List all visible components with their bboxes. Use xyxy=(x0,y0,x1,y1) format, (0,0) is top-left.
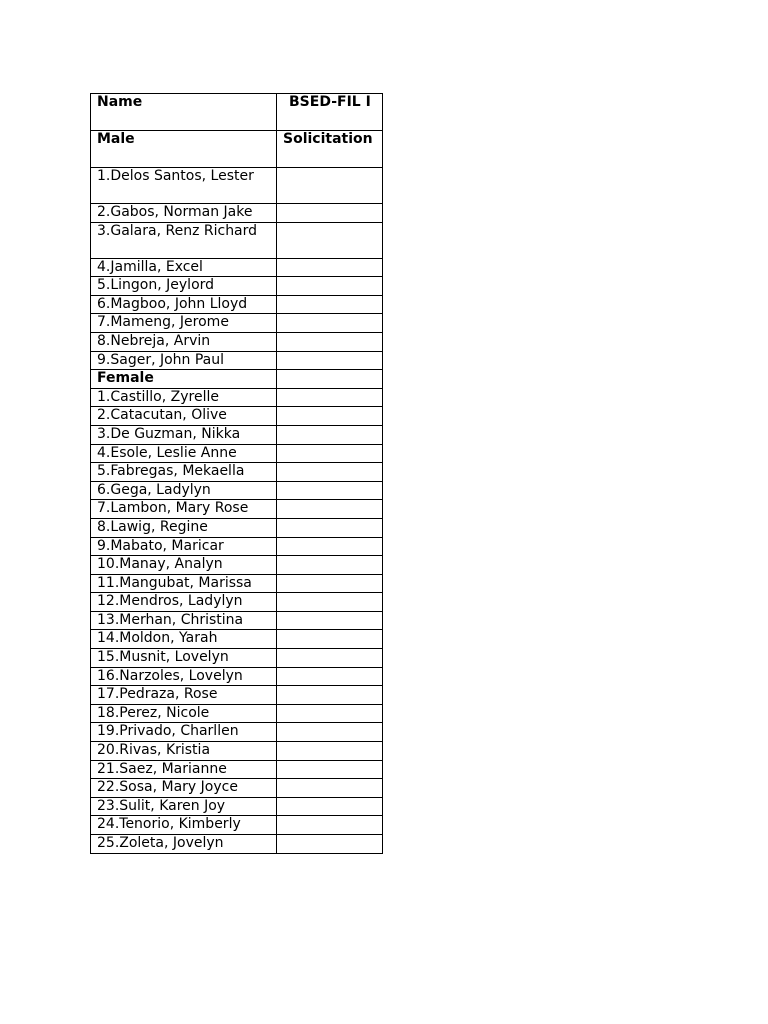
solicitation-cell xyxy=(277,407,383,426)
student-name: 23.Sulit, Karen Joy xyxy=(91,797,277,816)
student-name: 14.Moldon, Yarah xyxy=(91,630,277,649)
male-student-row xyxy=(91,332,383,351)
solicitation-cell xyxy=(277,723,383,742)
solicitation-cell xyxy=(277,667,383,686)
student-name: 17.Pedraza, Rose xyxy=(91,686,277,705)
subheader-row xyxy=(91,131,383,168)
female-student-row xyxy=(91,518,383,537)
student-name: 3.Galara, Renz Richard xyxy=(91,222,277,258)
male-student-row xyxy=(91,168,383,204)
male-student-row xyxy=(91,222,383,258)
solicitation-cell xyxy=(277,332,383,351)
student-name: 20.Rivas, Kristia xyxy=(91,742,277,761)
female-student-row xyxy=(91,630,383,649)
female-student-row xyxy=(91,816,383,835)
solicitation-cell xyxy=(277,204,383,223)
solicitation-cell xyxy=(277,686,383,705)
female-student-row xyxy=(91,760,383,779)
student-name: 9.Mabato, Maricar xyxy=(91,537,277,556)
male-student-row xyxy=(91,314,383,333)
female-student-row xyxy=(91,500,383,519)
female-student-row xyxy=(91,723,383,742)
section-column-header-text: BSED-FIL I xyxy=(289,94,371,110)
male-student-row xyxy=(91,277,383,296)
section-column-header xyxy=(277,94,383,131)
student-name: 3.De Guzman, Nikka xyxy=(91,425,277,444)
student-name: 2.Gabos, Norman Jake xyxy=(91,204,277,223)
solicitation-cell xyxy=(277,760,383,779)
female-student-row xyxy=(91,388,383,407)
solicitation-cell xyxy=(277,258,383,277)
female-student-row xyxy=(91,649,383,668)
student-name: 16.Narzoles, Lovelyn xyxy=(91,667,277,686)
female-student-row xyxy=(91,779,383,798)
solicitation-cell xyxy=(277,593,383,612)
female-student-row xyxy=(91,444,383,463)
solicitation-cell xyxy=(277,704,383,723)
header-row xyxy=(91,94,383,131)
female-group-row xyxy=(91,370,383,389)
solicitation-cell xyxy=(277,314,383,333)
student-name: 10.Manay, Analyn xyxy=(91,556,277,575)
student-name: 4.Jamilla, Excel xyxy=(91,258,277,277)
solicitation-cell xyxy=(277,649,383,668)
student-name: 2.Catacutan, Olive xyxy=(91,407,277,426)
female-student-row xyxy=(91,611,383,630)
student-name: 8.Lawig, Regine xyxy=(91,518,277,537)
student-name: 6.Magboo, John Lloyd xyxy=(91,295,277,314)
solicitation-cell xyxy=(277,574,383,593)
solicitation-cell xyxy=(277,481,383,500)
solicitation-cell xyxy=(277,611,383,630)
female-student-row xyxy=(91,742,383,761)
student-name: 9.Sager, John Paul xyxy=(91,351,277,370)
female-student-row xyxy=(91,407,383,426)
solicitation-cell xyxy=(277,222,383,258)
female-student-row xyxy=(91,835,383,854)
female-student-row xyxy=(91,425,383,444)
female-student-row xyxy=(91,686,383,705)
male-group-label: Male xyxy=(91,131,277,168)
solicitation-cell xyxy=(277,463,383,482)
female-student-row xyxy=(91,704,383,723)
solicitation-cell xyxy=(277,556,383,575)
student-name: 8.Nebreja, Arvin xyxy=(91,332,277,351)
solicitation-cell xyxy=(277,835,383,854)
student-name: 7.Lambon, Mary Rose xyxy=(91,500,277,519)
student-name: 5.Fabregas, Mekaella xyxy=(91,463,277,482)
student-name: 4.Esole, Leslie Anne xyxy=(91,444,277,463)
student-name: 7.Mameng, Jerome xyxy=(91,314,277,333)
solicitation-cell xyxy=(277,797,383,816)
solicitation-cell xyxy=(277,351,383,370)
roster-table xyxy=(90,93,383,854)
student-name: 25.Zoleta, Jovelyn xyxy=(91,835,277,854)
student-name: 1.Delos Santos, Lester xyxy=(91,168,277,204)
solicitation-cell xyxy=(277,425,383,444)
student-name: 1.Castillo, Zyrelle xyxy=(91,388,277,407)
student-name: 12.Mendros, Ladylyn xyxy=(91,593,277,612)
male-student-row xyxy=(91,204,383,223)
solicitation-cell xyxy=(277,168,383,204)
student-name: 13.Merhan, Christina xyxy=(91,611,277,630)
student-name: 18.Perez, Nicole xyxy=(91,704,277,723)
student-name: 6.Gega, Ladylyn xyxy=(91,481,277,500)
female-student-row xyxy=(91,593,383,612)
female-group-label: Female xyxy=(91,370,277,389)
male-student-row xyxy=(91,258,383,277)
solicitation-cell xyxy=(277,537,383,556)
solicitation-cell xyxy=(277,277,383,296)
solicitation-cell xyxy=(277,500,383,519)
female-student-row xyxy=(91,481,383,500)
solicitation-cell xyxy=(277,444,383,463)
solicitation-cell xyxy=(277,370,383,389)
male-student-row xyxy=(91,351,383,370)
student-name: 15.Musnit, Lovelyn xyxy=(91,649,277,668)
solicitation-cell xyxy=(277,295,383,314)
solicitation-cell xyxy=(277,779,383,798)
student-name: 22.Sosa, Mary Joyce xyxy=(91,779,277,798)
female-student-row xyxy=(91,537,383,556)
solicitation-cell xyxy=(277,630,383,649)
female-student-row xyxy=(91,556,383,575)
solicitation-cell xyxy=(277,742,383,761)
student-name: 21.Saez, Marianne xyxy=(91,760,277,779)
female-student-row xyxy=(91,797,383,816)
female-student-row xyxy=(91,574,383,593)
male-student-row xyxy=(91,295,383,314)
student-name: 5.Lingon, Jeylord xyxy=(91,277,277,296)
solicitation-cell xyxy=(277,816,383,835)
name-column-header: Name xyxy=(91,94,277,131)
female-student-row xyxy=(91,667,383,686)
student-name: 24.Tenorio, Kimberly xyxy=(91,816,277,835)
student-name: 11.Mangubat, Marissa xyxy=(91,574,277,593)
student-name: 19.Privado, Charllen xyxy=(91,723,277,742)
roster-table-body xyxy=(91,94,383,854)
solicitation-cell xyxy=(277,518,383,537)
solicitation-cell xyxy=(277,388,383,407)
solicitation-column-header: Solicitation xyxy=(277,131,383,168)
female-student-row xyxy=(91,463,383,482)
